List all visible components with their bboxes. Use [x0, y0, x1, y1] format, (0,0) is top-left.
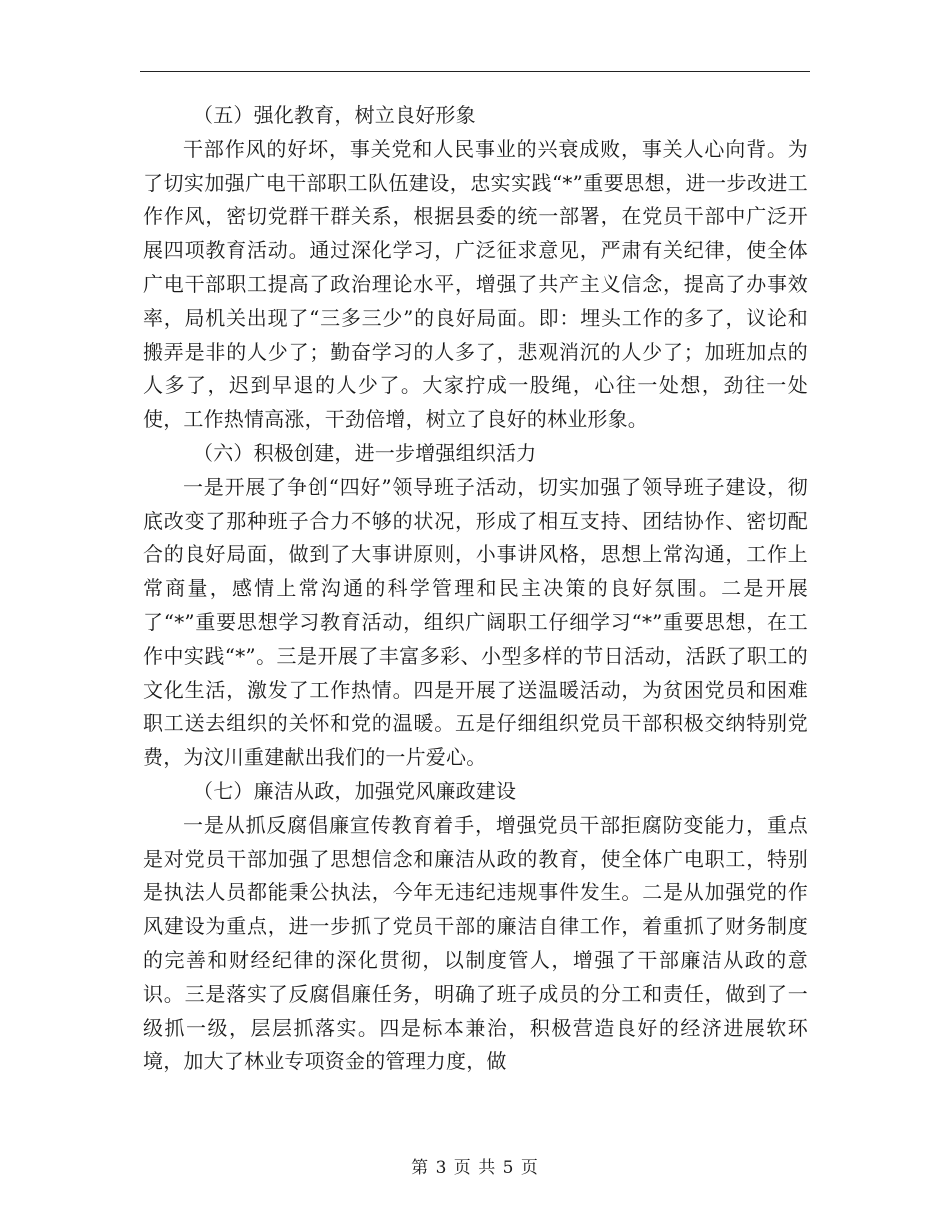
section-6-paragraph: 一是开展了争创“四好”领导班子活动，切实加强了领导班子建设，彻底改变了那种班子合力不够的状况，形成了相互支持、团结协作、密切配合的良好局面，做到了大事讲原则，小事讲风格，思想上常沟通，工作上常商量，感情上常沟通的科学管理和民主决策的良好氛围。二是开展了“*”重要思想学习教育活动，组织广阔职工仔细学习“*”重要思想，在工作中实践“*”。三是开展了丰富多彩、小型多样的节日活动，活跃了职工的文化生活，激发了工作热情。四是开展了送温暖活动，为贫困党员和困难职工送去组织的关怀和党的温暖。五是仔细组织党员干部积极交纳特别党费，为汶川重建献出我们的一片爱心。 — [143, 474, 808, 770]
header-rule — [140, 71, 810, 72]
section-5-paragraph: 干部作风的好坏，事关党和人民事业的兴衰成败，事关人心向背。为了切实加强广电干部职工队伍建设，忠实实践“*”重要思想，进一步改进工作作风，密切党群干群关系，根据县委的统一部署，在党员干部中广泛开展四项教育活动。通过深化学习，广泛征求意见，严肃有关纪律，使全体广电干部职工提高了政治理论水平，增强了共产主义信念，提高了办事效率，局机关出现了“三多三少”的良好局面。即：埋头工作的多了，议论和搬弄是非的人少了；勤奋学习的人多了，悲观消沉的人少了；加班加点的人多了，迟到早退的人少了。大家拧成一股绳，心往一处想，劲往一处使，工作热情高涨，干劲倍增，树立了良好的林业形象。 — [143, 136, 808, 432]
section-7-paragraph: 一是从抓反腐倡廉宣传教育着手，增强党员干部拒腐防变能力，重点是对党员干部加强了思想信念和廉洁从政的教育，使全体广电职工，特别是执法人员都能秉公执法，今年无违纪违规事件发生。二是从加强党的作风建设为重点，进一步抓了党员干部的廉洁自律工作，着重抓了财务制度的完善和财经纪律的深化贯彻，以制度管人，增强了干部廉洁从政的意识。三是落实了反腐倡廉任务，明确了班子成员的分工和责任，做到了一级抓一级，层层抓落实。四是标本兼治，积极营造良好的经济进展软环境，加大了林业专项资金的管理力度，做 — [143, 812, 808, 1074]
section-heading-5: （五）强化教育，树立良好形象 — [193, 103, 476, 127]
section-heading-6: （六）积极创建，进一步增强组织活力 — [193, 440, 537, 465]
section-heading-7: （七）廉洁从政，加强党风廉政建设 — [193, 778, 517, 803]
document-body — [143, 99, 808, 1079]
page-number-footer: 第 3 页 共 5 页 — [411, 1158, 539, 1178]
